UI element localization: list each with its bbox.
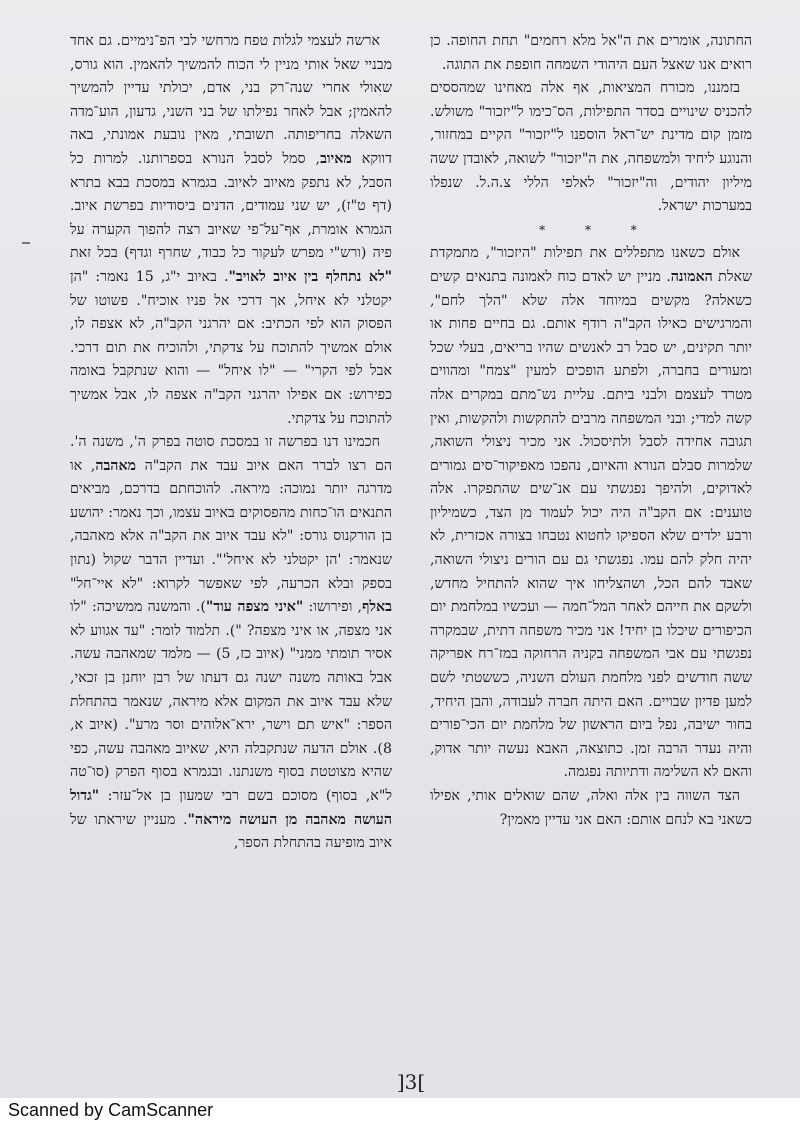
bold-term: באלף <box>362 599 392 616</box>
section-divider: * * * <box>539 222 655 237</box>
right-column <box>430 30 752 1040</box>
margin-mark <box>22 242 30 244</box>
paragraph: החתונה, אומרים את ה"אל מלא רחמים" תחת החופה. כן רואים אנו שאצל העם היהודי השמחה חופפת את התוגה. <box>430 33 752 73</box>
scanner-watermark: Scanned by CamScanner <box>8 1100 214 1120</box>
page-number: ]3[ <box>396 1070 426 1094</box>
paragraph: אולם כשאנו מתפללים את תפילות "היזכור", מתמקדת שאלת האמונה. מניין יש לאדם כוח לאמונה בתנאים קשים כשאלה? מקשים במיוחד אלה שלא "הלך לחם", והמרגישים כאילו הקב"ה רודף אותם. גם בחיים פחות או יותר תקינים, יש סבל רב לאנשים שהיו בריאים, בעלי שכל ומעורים בחברה, ולפתע הופכים למעין "צמח" ומהווים מטרד לעצמם ולבני ביתם. עליית נש־מתם במקרים אלה קשה למדי; ובני המשפחה מרבים להתקשות ולהקשות, ואין תגובה אחידה לסבל ולתיסכול. אני מכיר ניצולי השואה, שלמרות סבלם הנורא והאיום, נהפכו מאפיקור־סים גמורים לאדוקים, ולהיפך נפגשתי עם אנ־שים שהתפקרו. אלה טוענים: אם הקב"ה היה יכול לעמוד מן הצד, כשמיליון ורבע ילדים שלא הספיקו לחטוא נטבחו בצורה אכזרית, לא יהיה חלק להם עמו. נפגשתי גם עם הורים ניצולי השואה, שאבד להם הכל, ושהצליחו איך שהוא להתחיל מחדש, ולשקם את חייהם לאחר המל־חמה — ועכשיו במלחמת יום הכיפורים שיכלו בן יחיד! אני מכיר משפחה דתית, שבמקרה נפגשתי עם אבי המשפחה בקניה הרחוקה במז־רח אפריקה ששה חודשים לפני מלחמת העולם השניה, כששטתי לשם למען פדיון שבויים. האם היתה חברה לעבודה, והבן היחיד, בחור ישיבה, נפל ביום הראשון של מלחמת יום הכי־פורים והיה נעדר הרבה זמן. כתוצאה, האבא נעשה יותר אדוק, והאם לא השלימה ודתיותה נפגמה. <box>430 245 752 781</box>
paragraph: בזמננו, מכורח המציאות, אף אלה מאחינו שמהססים להכניס שינויים בסדר התפילות, הס־כימו ל"יזכור" משולש. מזמן קום מדינת יש־ראל הוספנו ל"יזכור" הקיים במחזור, והנוגע ליחיד ולמשפחה, את ה"יזכור" לשואה, לאובדן ששה מיליון יהודים, וה"יזכור" לאלפי הללי צ.ה.ל. שנפלו במערכות ישראל. <box>430 80 752 215</box>
document-page <box>70 30 752 1094</box>
bold-term: האמונה <box>670 268 713 285</box>
left-column <box>70 30 392 1040</box>
paragraph: הצד השווה בין אלה ואלה, שהם שואלים אותי, אפילו כשאני בא לנחם אותם: האם אני עדיין מאמין? <box>430 788 752 828</box>
bold-quote: "גדול העושה מאהבה מן העושה מיראה" <box>70 788 392 828</box>
bold-quote: "איני מצפה עוד" <box>205 599 304 616</box>
paragraph: חכמינו דנו בפרשה זו במסכת סוטה בפרק ה', משנה ה'. הם רצו לברר האם איוב עבד את הקב"ה מאהבה, או מדרגה יותר נמוכה: מיראה. להוכחתם בדרכם, מביאים התנאים הו־כחות מהפסוקים באיוב עצמו, וכך נאמר: יהושע בן הורקנוס גורס: "לא עבד איוב את הקב"ה אלא מאהבה, שנאמר: 'הן יקטלני לא איחל'". ועדיין הדבר שקול (נתון בספק ובלא הכרעה, לפי שאפשר לקרוא: "לא איי־חל" באלף, ופירושו: "איני מצפה עוד"). והמשנה ממשיכה: "לו אני מצפה, או איני מצפה? "). תלמוד לומר: "עד אגווע לא אסיר תומתי ממני" (איוב כז, 5) — מלמד שמאהבה עשה. אבל באותה משנה ישנה גם דעתו של רבן יוחנן בן זכאי, שלא עבד איוב את המקום אלא מיראה, שנאמר בהתחלת הספר: "איש תם וישר, ירא־אלוהים וסר מרע". (איוב א, 8). אולם הדעה שנתקבלה היא, שאיוב מאהבה עשה, כפי שהיא מצוטטת בסוף משנתנו. ובגמרא בסוף הפרק (סו־טה ל"א, בסוף) מסוכם בשם רבי שמעון בן אל־עזר: "גדול העושה מאהבה מן העושה מיראה". מעניין שיראתו של איוב מופיעה בהתחלת הספר, <box>70 434 392 852</box>
paragraph: ארשה לעצמי לגלות טפח מרחשי לבי הפ־נימיים. גם אחד מבניי שאל אותי מניין לי הכוח להמשיך להאמין. הוא גורס, שאולי אחרי שנה־רק בני, אדם, יכולתי עדיין להמשיך להאמין; אבל לאחר נפילתו של בני השני, גדעון, הוע־מדה השאלה בחריפותה. תשובתי, מאין נובעת אמונתי, באה דווקא מאיוב, סמל לסבל הנורא בספרותנו. למרות כל הסבל, לא נתפק מאיוב לאיוב. בגמרא במסכת בבא בתרא (דף ט"ז), יש שני עמודים, הדנים ביסודיות בפרשת איוב. הגמרא אומרת, אף־על־פי שאיוב רצה להפוך הקערה על פיה (ורש"י מפרש לעקור כל כבוד, שחרף וגדף) בכל זאת "לא נתחלף בין איוב לאויב". באיוב י"ג, 15 נאמר: "הן יקטלני לא איחל, אך דרכי אל פניו אוכיח". פשוטו של הפסוק הוא לפי הכתיב: אם יהרגני הקב"ה, לא אצפה לו, אולם אמשיך להתוכח על צדקתי, ולהוכיח את תום דרכי. אבל לפי הקרי" — "לו איחל" — והוא שנתקבל באומה כפירוש: אם אפילו יהרגני הקב"ה אצפה לו, אבל אמשיך להתוכח על צדקתי. <box>70 33 392 427</box>
bold-term: מאהבה <box>95 457 136 474</box>
bold-term: מאיוב <box>320 150 352 167</box>
bold-quote: "לא נתחלף בין איוב לאויב" <box>228 268 392 285</box>
